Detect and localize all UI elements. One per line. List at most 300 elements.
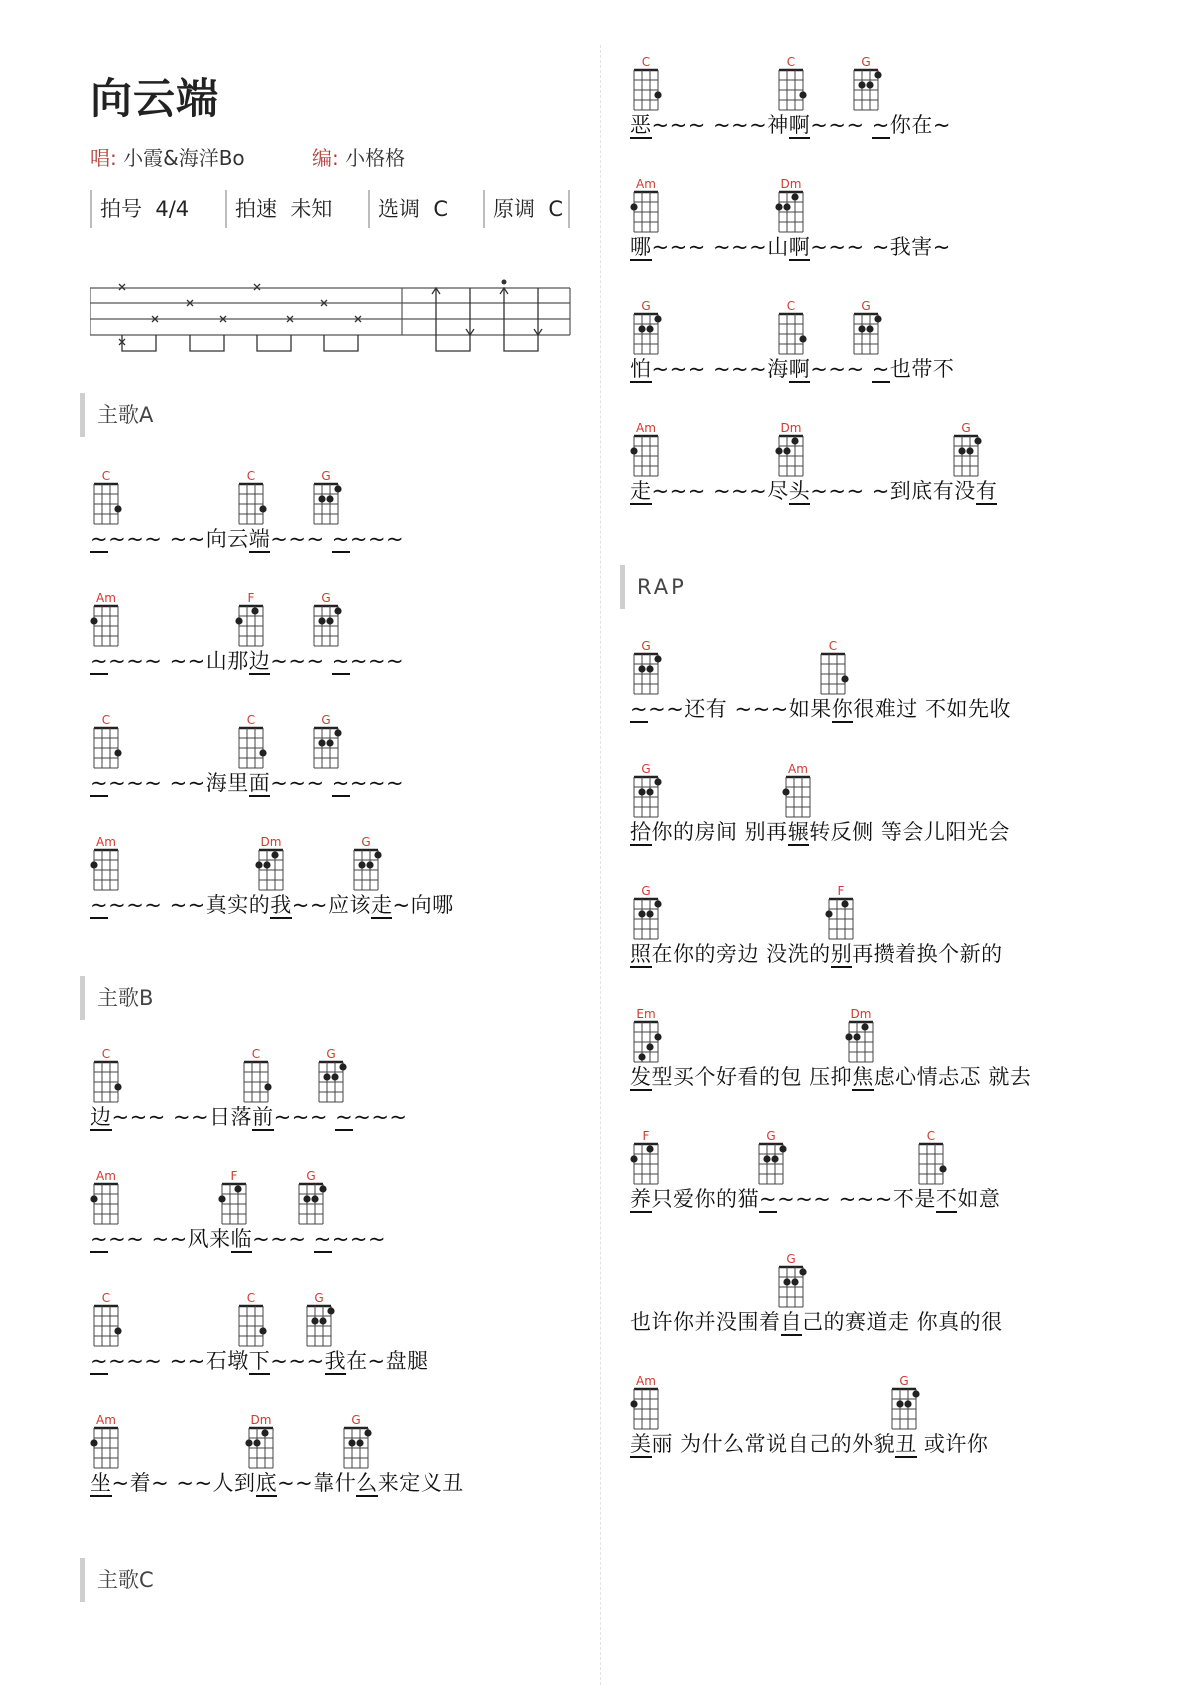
lyric-text	[90, 1469, 464, 1497]
chord-finger-dot	[791, 437, 798, 444]
chord-finger-dot	[630, 1155, 637, 1162]
chord-finger-dot	[858, 325, 865, 332]
chord-finger-dot	[259, 1327, 266, 1334]
chord-anchor-syllable: 面	[248, 771, 271, 795]
lyric-segment: 或许你	[916, 1432, 989, 1456]
chord-anchor-syllable: ~	[759, 1187, 778, 1211]
chord-finger-dot	[114, 1327, 121, 1334]
chord-name: Dm	[780, 177, 802, 191]
lyric-segment: ~~ ~~风来	[108, 1227, 231, 1251]
chord-finger-dot	[356, 1439, 363, 1446]
lyric-segment: ~~~ ~~山那	[108, 649, 249, 673]
chord-name: C	[641, 55, 651, 69]
chord-anchor-syllable: 我	[270, 893, 292, 917]
chord-name: G	[306, 1169, 316, 1183]
chord-finger-dot	[630, 447, 637, 454]
chord-diagram-c	[915, 1142, 947, 1188]
chord-name: C	[786, 55, 796, 69]
chord-finger-dot	[334, 607, 341, 614]
chord-anchor-syllable: 坐	[90, 1471, 112, 1495]
chord-anchor-syllable: 照	[630, 942, 652, 966]
chord-diagram-c	[90, 482, 122, 528]
chord-diagram-g	[630, 652, 662, 698]
chord-diagram-c	[90, 1060, 122, 1106]
key-label: 选调	[378, 197, 420, 221]
chord-finger-dot	[858, 81, 865, 88]
arranger-name: 小格格	[345, 146, 406, 170]
chord-anchor-syllable: 辗	[787, 819, 810, 844]
chord-finger-dot	[799, 1268, 806, 1275]
key-cell	[368, 190, 448, 228]
chord-diagram-f	[218, 1182, 250, 1228]
lyric-segment: ~~应该	[291, 893, 371, 917]
chord-name: F	[230, 1169, 238, 1183]
chord-name: C	[246, 713, 256, 727]
lyric-segment: ~~~	[252, 1227, 314, 1251]
chord-finger-dot	[235, 617, 242, 624]
chord-finger-dot	[866, 325, 873, 332]
chord-name: Dm	[850, 1006, 872, 1021]
meter-value: 4/4	[155, 197, 190, 221]
chord-diagram-f	[825, 897, 857, 943]
lyric-segment: 在你的旁边 没洗的	[651, 942, 831, 966]
chord-diagram-g	[630, 897, 662, 943]
lyric-segment: ~~~	[353, 1105, 408, 1129]
chord-name: Am	[96, 1169, 116, 1183]
key-value: C	[433, 197, 449, 221]
chord-finger-dot	[896, 1400, 903, 1407]
chord-diagram-am	[630, 1387, 662, 1433]
chord-anchor-syllable: 下	[248, 1349, 271, 1373]
lyric-segment: 如意	[957, 1187, 1001, 1211]
chord-diagram-dm	[245, 1426, 277, 1472]
chord-name: Dm	[250, 1413, 272, 1427]
chord-name: C	[101, 1047, 111, 1061]
chord-name: Dm	[260, 835, 282, 849]
chord-name: Am	[96, 1413, 116, 1427]
lyric-segment: 也带不	[889, 357, 955, 381]
lyric-segment: ~着~ ~~人到	[111, 1471, 256, 1495]
chord-finger-dot	[630, 203, 637, 210]
chord-anchor-syllable: 么	[356, 1471, 378, 1495]
meter-cell	[90, 190, 189, 228]
chord-diagram-g	[310, 604, 342, 650]
lyric-segment: ~~~ ~~日落	[111, 1105, 253, 1129]
chord-name: Am	[96, 835, 116, 849]
singer-name: 小霞&海洋Bo	[123, 146, 245, 170]
chord-finger-dot	[791, 1278, 798, 1285]
lyric-segment: ~~~	[349, 527, 405, 551]
orig-key-label: 原调	[493, 197, 535, 221]
chord-finger-dot	[114, 749, 121, 756]
chord-anchor-syllable: 啊	[788, 113, 811, 137]
arranger-label: 编:	[312, 146, 339, 170]
chord-anchor-syllable: ~	[331, 771, 350, 795]
chord-name: Am	[788, 761, 808, 776]
chord-anchor-syllable: 拾	[630, 819, 652, 844]
chord-finger-dot	[638, 1053, 645, 1060]
lyric-segment: 你的房间 别再	[651, 819, 788, 844]
chord-name: C	[828, 639, 838, 653]
chord-finger-dot	[779, 1145, 786, 1152]
chord-diagram-g	[850, 312, 882, 358]
chord-name: F	[247, 591, 255, 605]
chord-diagram-g	[310, 482, 342, 528]
chord-diagram-g	[888, 1387, 920, 1433]
chord-finger-dot	[775, 203, 782, 210]
chord-finger-dot	[90, 1195, 97, 1202]
chord-finger-dot	[259, 505, 266, 512]
chord-finger-dot	[654, 778, 661, 785]
lyric-text	[630, 1063, 1031, 1091]
chord-finger-dot	[861, 1023, 868, 1030]
chord-anchor-syllable: ~	[90, 1227, 109, 1251]
chord-name: C	[246, 1291, 256, 1305]
chord-anchor-syllable: 啊	[788, 235, 811, 259]
tempo-label: 拍速	[235, 197, 277, 221]
chord-anchor-syllable: ~	[335, 1105, 354, 1129]
chord-name: G	[321, 469, 331, 483]
chord-anchor-syllable: ~	[331, 649, 350, 673]
lyric-segment: 也许你并没围着	[630, 1309, 781, 1334]
chord-finger-dot	[646, 325, 653, 332]
chord-finger-dot	[799, 91, 806, 98]
lyric-segment: ~~~ ~~~神	[651, 113, 789, 137]
chord-finger-dot	[783, 447, 790, 454]
lyric-segment: 虑心情忐忑 就去	[873, 1064, 1032, 1089]
chord-diagram-g	[315, 1060, 347, 1106]
chord-name: G	[351, 1413, 361, 1427]
chord-finger-dot	[771, 1155, 778, 1162]
lyric-text	[90, 647, 404, 675]
lyric-text	[90, 1347, 429, 1375]
chord-finger-dot	[654, 655, 661, 662]
chord-finger-dot	[334, 729, 341, 736]
chord-finger-dot	[259, 749, 266, 756]
chord-finger-dot	[303, 1195, 310, 1202]
chord-finger-dot	[783, 203, 790, 210]
lyric-segment: ~~~	[270, 771, 332, 795]
chord-anchor-syllable: 自	[780, 1309, 802, 1334]
chord-finger-dot	[646, 910, 653, 917]
chord-finger-dot	[638, 788, 645, 795]
chord-finger-dot	[654, 315, 661, 322]
chord-anchor-syllable: 丑	[895, 1432, 917, 1456]
lyric-segment: ~~~ ~~海里	[108, 771, 249, 795]
chord-name: G	[861, 299, 871, 313]
chord-finger-dot	[966, 447, 973, 454]
chord-finger-dot	[319, 1185, 326, 1192]
chord-anchor-syllable: 头	[788, 479, 811, 503]
chord-finger-dot	[264, 1083, 271, 1090]
lyric-segment: ~~~	[270, 1349, 325, 1373]
chord-name: G	[321, 591, 331, 605]
chord-anchor-syllable: ~	[871, 113, 890, 137]
chord-finger-dot	[251, 607, 258, 614]
lyric-segment: ~~~	[810, 357, 872, 381]
chord-finger-dot	[318, 617, 325, 624]
chord-finger-dot	[364, 1429, 371, 1436]
chord-diagram-g	[850, 68, 882, 114]
chord-name: G	[641, 639, 651, 653]
chord-finger-dot	[841, 675, 848, 682]
chord-name: Am	[636, 177, 656, 191]
lyric-text	[630, 1430, 988, 1458]
chord-finger-dot	[245, 1439, 252, 1446]
chord-anchor-syllable: 不	[935, 1187, 958, 1211]
chord-finger-dot	[263, 861, 270, 868]
chord-name: G	[961, 421, 971, 435]
chord-diagram-g	[755, 1142, 787, 1188]
lyric-text	[630, 477, 997, 505]
lyric-segment: ~~~ ~~~尽	[651, 479, 789, 503]
chord-finger-dot	[638, 910, 645, 917]
chord-diagram-f	[235, 604, 267, 650]
chord-diagram-c	[817, 652, 849, 698]
chord-name: C	[101, 1291, 111, 1305]
chord-diagram-g	[303, 1304, 335, 1350]
chord-name: Em	[636, 1006, 656, 1021]
lyric-segment: ~~~	[810, 113, 872, 137]
chord-name: C	[246, 469, 256, 483]
chord-anchor-syllable: ~	[90, 893, 109, 917]
rhythm-pattern-diagram	[90, 268, 575, 363]
chord-finger-dot	[799, 335, 806, 342]
lyric-segment: ~~~	[349, 771, 405, 795]
chord-finger-dot	[253, 1439, 260, 1446]
chord-finger-dot	[327, 1307, 334, 1314]
chord-finger-dot	[904, 1400, 911, 1407]
lyric-text	[630, 818, 1010, 846]
chord-name: G	[641, 299, 651, 313]
chord-finger-dot	[326, 617, 333, 624]
section-verse-a: 主歌A	[80, 393, 153, 437]
chord-name: G	[786, 1251, 796, 1266]
chord-diagram-dm	[775, 434, 807, 480]
chord-diagram-g	[630, 775, 662, 821]
chord-finger-dot	[374, 851, 381, 858]
chord-anchor-syllable: ~	[90, 527, 109, 551]
chord-finger-dot	[319, 1317, 326, 1324]
chord-finger-dot	[348, 1439, 355, 1446]
chord-diagram-c	[240, 1060, 272, 1106]
chord-anchor-syllable: ~	[90, 649, 109, 673]
chord-anchor-syllable: ~	[313, 1227, 332, 1251]
chord-finger-dot	[874, 315, 881, 322]
lyric-text	[90, 1103, 408, 1131]
chord-name: F	[642, 1129, 650, 1143]
chord-finger-dot	[866, 81, 873, 88]
lyric-text	[630, 940, 1003, 968]
lyric-text	[90, 525, 404, 553]
lyric-segment: ~~~ ~~~不是	[777, 1187, 936, 1211]
lyric-segment: 来定义丑	[377, 1471, 464, 1495]
chord-name: G	[766, 1129, 776, 1143]
lyric-segment: 转反侧 等会儿阳光会	[809, 819, 1010, 844]
chord-diagram-am	[630, 434, 662, 480]
chord-finger-dot	[630, 1400, 637, 1407]
chord-finger-dot	[874, 71, 881, 78]
chord-name: G	[326, 1047, 336, 1061]
song-info-bar	[90, 190, 570, 228]
chord-name: F	[837, 884, 845, 898]
section-rap: RAP	[620, 565, 687, 609]
chord-name: C	[926, 1129, 936, 1143]
song-title: 向云端	[90, 74, 220, 123]
lyric-segment: ~~~	[349, 649, 405, 673]
chord-finger-dot	[775, 447, 782, 454]
tempo-value: 未知	[290, 197, 333, 221]
lyric-segment: 再攒着换个新的	[852, 942, 1003, 966]
chord-anchor-syllable: 哪	[630, 235, 652, 259]
chord-diagram-c	[630, 68, 662, 114]
chord-anchor-syllable: 边	[248, 649, 271, 673]
chord-anchor-syllable: 端	[248, 527, 271, 551]
arranger-credit	[312, 142, 405, 171]
lyric-segment: ~~~	[273, 1105, 336, 1129]
chord-diagram-am	[90, 1182, 122, 1228]
chord-anchor-syllable: 前	[252, 1105, 274, 1129]
lyric-text	[630, 111, 951, 139]
chord-finger-dot	[845, 1033, 852, 1040]
lyric-segment: 只爱你的猫	[651, 1187, 759, 1211]
chord-diagram-g	[950, 434, 982, 480]
section-verse-c: 主歌C	[80, 1558, 154, 1602]
lyric-segment: ~~~ ~~真实的	[108, 893, 271, 917]
chord-finger-dot	[311, 1317, 318, 1324]
chord-anchor-syllable: 临	[230, 1227, 253, 1251]
chord-anchor-syllable: 你	[831, 697, 854, 721]
chord-diagram-c	[235, 482, 267, 528]
chord-finger-dot	[958, 447, 965, 454]
chord-diagram-g	[350, 848, 382, 894]
chord-finger-dot	[654, 1033, 661, 1040]
chord-finger-dot	[318, 739, 325, 746]
chord-name: Am	[636, 421, 656, 435]
chord-finger-dot	[646, 1145, 653, 1152]
lyric-text	[90, 1225, 386, 1253]
lyric-text	[630, 355, 954, 383]
chord-diagram-dm	[845, 1020, 877, 1066]
chord-finger-dot	[654, 900, 661, 907]
chord-finger-dot	[638, 325, 645, 332]
chord-finger-dot	[311, 1195, 318, 1202]
chord-finger-dot	[853, 1033, 860, 1040]
chord-finger-dot	[791, 193, 798, 200]
lyric-text	[630, 233, 951, 261]
lyric-segment: ~~~	[270, 649, 332, 673]
section-verse-b: 主歌B	[80, 976, 153, 1020]
chord-finger-dot	[90, 617, 97, 624]
chord-finger-dot	[646, 1043, 653, 1050]
tempo-cell	[225, 190, 332, 228]
chord-diagram-c	[775, 68, 807, 114]
chord-finger-dot	[654, 91, 661, 98]
chord-name: C	[101, 469, 111, 483]
chord-diagram-am	[630, 190, 662, 236]
lyric-segment: 型买个好看的包 压抑	[651, 1064, 853, 1089]
chord-anchor-syllable: 焦	[852, 1064, 874, 1089]
orig-key-value: C	[548, 197, 564, 221]
lyric-segment: 丽 为什么常说自己的外貌	[651, 1432, 896, 1456]
chord-name: G	[314, 1291, 324, 1305]
chord-anchor-syllable: ~	[90, 1349, 109, 1373]
lyric-segment: ~~~ ~我害~	[810, 235, 951, 259]
lyric-text	[90, 769, 404, 797]
lyric-segment: 在~盘腿	[346, 1349, 429, 1373]
chord-name: G	[361, 835, 371, 849]
chord-anchor-syllable: 恶	[630, 113, 652, 137]
chord-diagram-f	[630, 1142, 662, 1188]
chord-finger-dot	[331, 1073, 338, 1080]
chord-finger-dot	[261, 1429, 268, 1436]
chord-diagram-am	[90, 1426, 122, 1472]
chord-finger-dot	[939, 1165, 946, 1172]
chord-anchor-syllable: 走	[370, 893, 393, 917]
chord-finger-dot	[841, 900, 848, 907]
chord-diagram-c	[90, 1304, 122, 1350]
chord-name: C	[101, 713, 111, 727]
chord-diagram-am	[782, 775, 814, 821]
chord-anchor-syllable: ~	[630, 697, 649, 721]
chord-diagram-g	[630, 312, 662, 358]
chord-finger-dot	[90, 1439, 97, 1446]
meter-label: 拍号	[100, 197, 142, 221]
chord-finger-dot	[234, 1185, 241, 1192]
chord-finger-dot	[638, 665, 645, 672]
chord-finger-dot	[646, 788, 653, 795]
chord-anchor-syllable: 边	[90, 1105, 112, 1129]
chord-finger-dot	[334, 485, 341, 492]
chord-diagram-g	[295, 1182, 327, 1228]
chord-finger-dot	[974, 437, 981, 444]
lyric-segment: 你在~	[889, 113, 951, 137]
lyric-segment: ~向哪	[392, 893, 454, 917]
chord-name: Dm	[780, 421, 802, 435]
lyric-segment: ~~~ ~~石墩	[108, 1349, 249, 1373]
chord-diagram-dm	[775, 190, 807, 236]
lyric-segment: ~~~ ~~~山	[651, 235, 789, 259]
chord-finger-dot	[358, 861, 365, 868]
chord-finger-dot	[114, 505, 121, 512]
chord-diagram-am	[90, 848, 122, 894]
lyric-text	[630, 1185, 1000, 1213]
chord-finger-dot	[339, 1063, 346, 1070]
chord-diagram-g	[340, 1426, 372, 1472]
chord-finger-dot	[271, 851, 278, 858]
chord-finger-dot	[782, 788, 789, 795]
chord-diagram-em	[630, 1020, 662, 1066]
chord-anchor-syllable: 发	[630, 1064, 652, 1089]
lyric-segment: ~~~ ~到底有没	[810, 479, 976, 503]
chord-finger-dot	[326, 495, 333, 502]
chord-diagram-g	[310, 726, 342, 772]
chord-name: G	[641, 884, 651, 898]
chord-finger-dot	[825, 910, 832, 917]
chord-name: G	[641, 761, 651, 776]
lyric-segment: ~~靠什	[277, 1471, 357, 1495]
lyric-segment: ~~~	[270, 527, 332, 551]
chord-finger-dot	[326, 739, 333, 746]
chord-diagram-c	[235, 726, 267, 772]
chord-anchor-syllable: 怕	[630, 357, 652, 381]
chord-anchor-syllable: ~	[871, 357, 890, 381]
chord-diagram-c	[235, 1304, 267, 1350]
chord-diagram-dm	[255, 848, 287, 894]
chord-anchor-syllable: 底	[255, 1471, 278, 1495]
chord-name: G	[861, 55, 871, 69]
lyric-text	[90, 891, 454, 919]
